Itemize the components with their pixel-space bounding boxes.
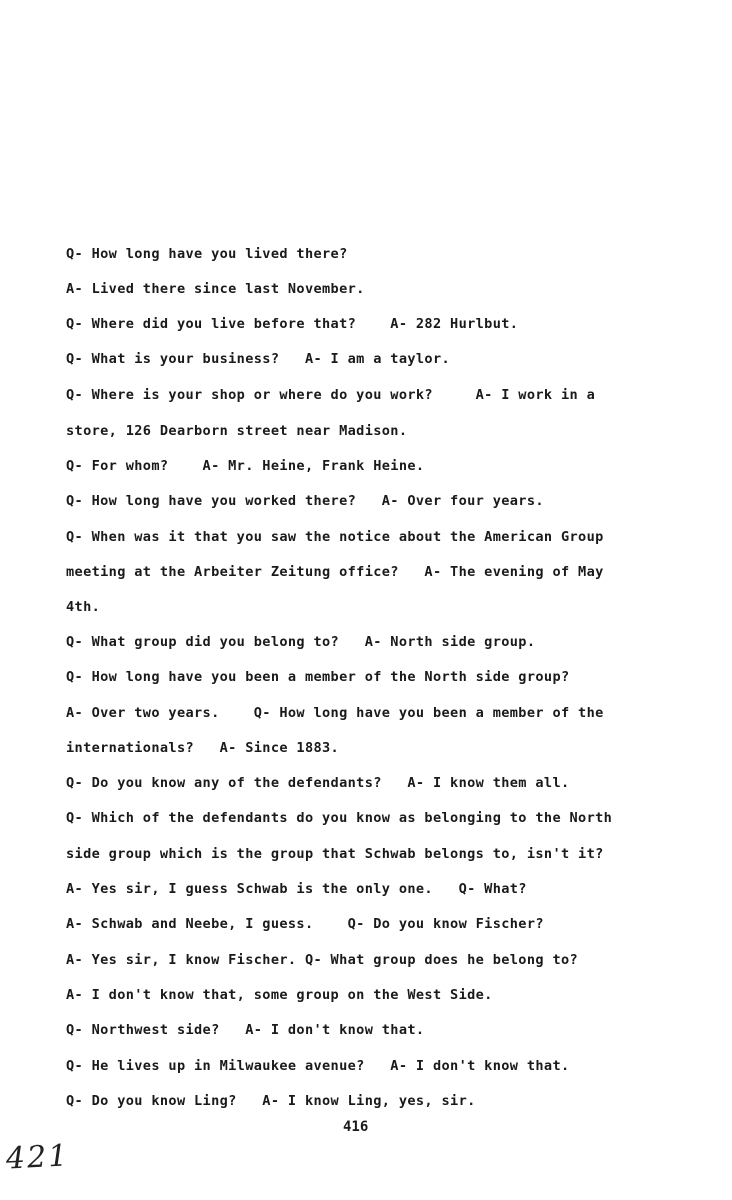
transcript-line: A- Schwab and Neebe, I guess. Q- Do you know Fischer? — [66, 916, 544, 932]
transcript-line: Q- Where did you live before that? A- 282 Hurlbut. — [66, 316, 519, 332]
transcript-line: A- Yes sir, I know Fischer. Q- What group does he belong to? — [66, 952, 579, 968]
transcript-line: Q- How long have you lived there? — [66, 246, 348, 262]
transcript-line: Q- When was it that you saw the notice about the American Group — [66, 529, 604, 545]
transcript-line: Q- Do you know Ling? A- I know Ling, yes, sir. — [66, 1093, 476, 1109]
transcript-line: A- Yes sir, I guess Schwab is the only one. Q- What? — [66, 881, 527, 897]
transcript-line: meeting at the Arbeiter Zeitung office? A- The evening of May — [66, 564, 604, 580]
transcript-line: side group which is the group that Schwab belongs to, isn't it? — [66, 846, 604, 862]
transcript-line: 4th. — [66, 599, 101, 615]
transcript-line: Q- How long have you worked there? A- Over four years. — [66, 493, 544, 509]
transcript-line: Q- What group did you belong to? A- North side group. — [66, 634, 536, 650]
page-number: 416 — [343, 1119, 369, 1135]
transcript-line: A- Lived there since last November. — [66, 281, 365, 297]
transcript-line: A- I don't know that, some group on the West Side. — [66, 987, 493, 1003]
transcript-line: Q- For whom? A- Mr. Heine, Frank Heine. — [66, 458, 425, 474]
transcript-line: Q- Where is your shop or where do you work? A- I work in a — [66, 387, 596, 403]
transcript-line: Q- Northwest side? A- I don't know that. — [66, 1022, 425, 1038]
transcript-line: Q- What is your business? A- I am a taylor. — [66, 351, 451, 367]
handwritten-page-number: 421 — [5, 1138, 71, 1177]
transcript-line: store, 126 Dearborn street near Madison. — [66, 423, 408, 439]
transcript-line: Q- He lives up in Milwaukee avenue? A- I don't know that. — [66, 1058, 570, 1074]
transcript-line: Q- Which of the defendants do you know as belonging to the North — [66, 810, 613, 826]
transcript-line: Q- How long have you been a member of the North side group? — [66, 669, 570, 685]
transcript-line: Q- Do you know any of the defendants? A- I know them all. — [66, 775, 570, 791]
transcript-line: internationals? A- Since 1883. — [66, 740, 340, 756]
transcript-line: A- Over two years. Q- How long have you been a member of the — [66, 705, 604, 721]
